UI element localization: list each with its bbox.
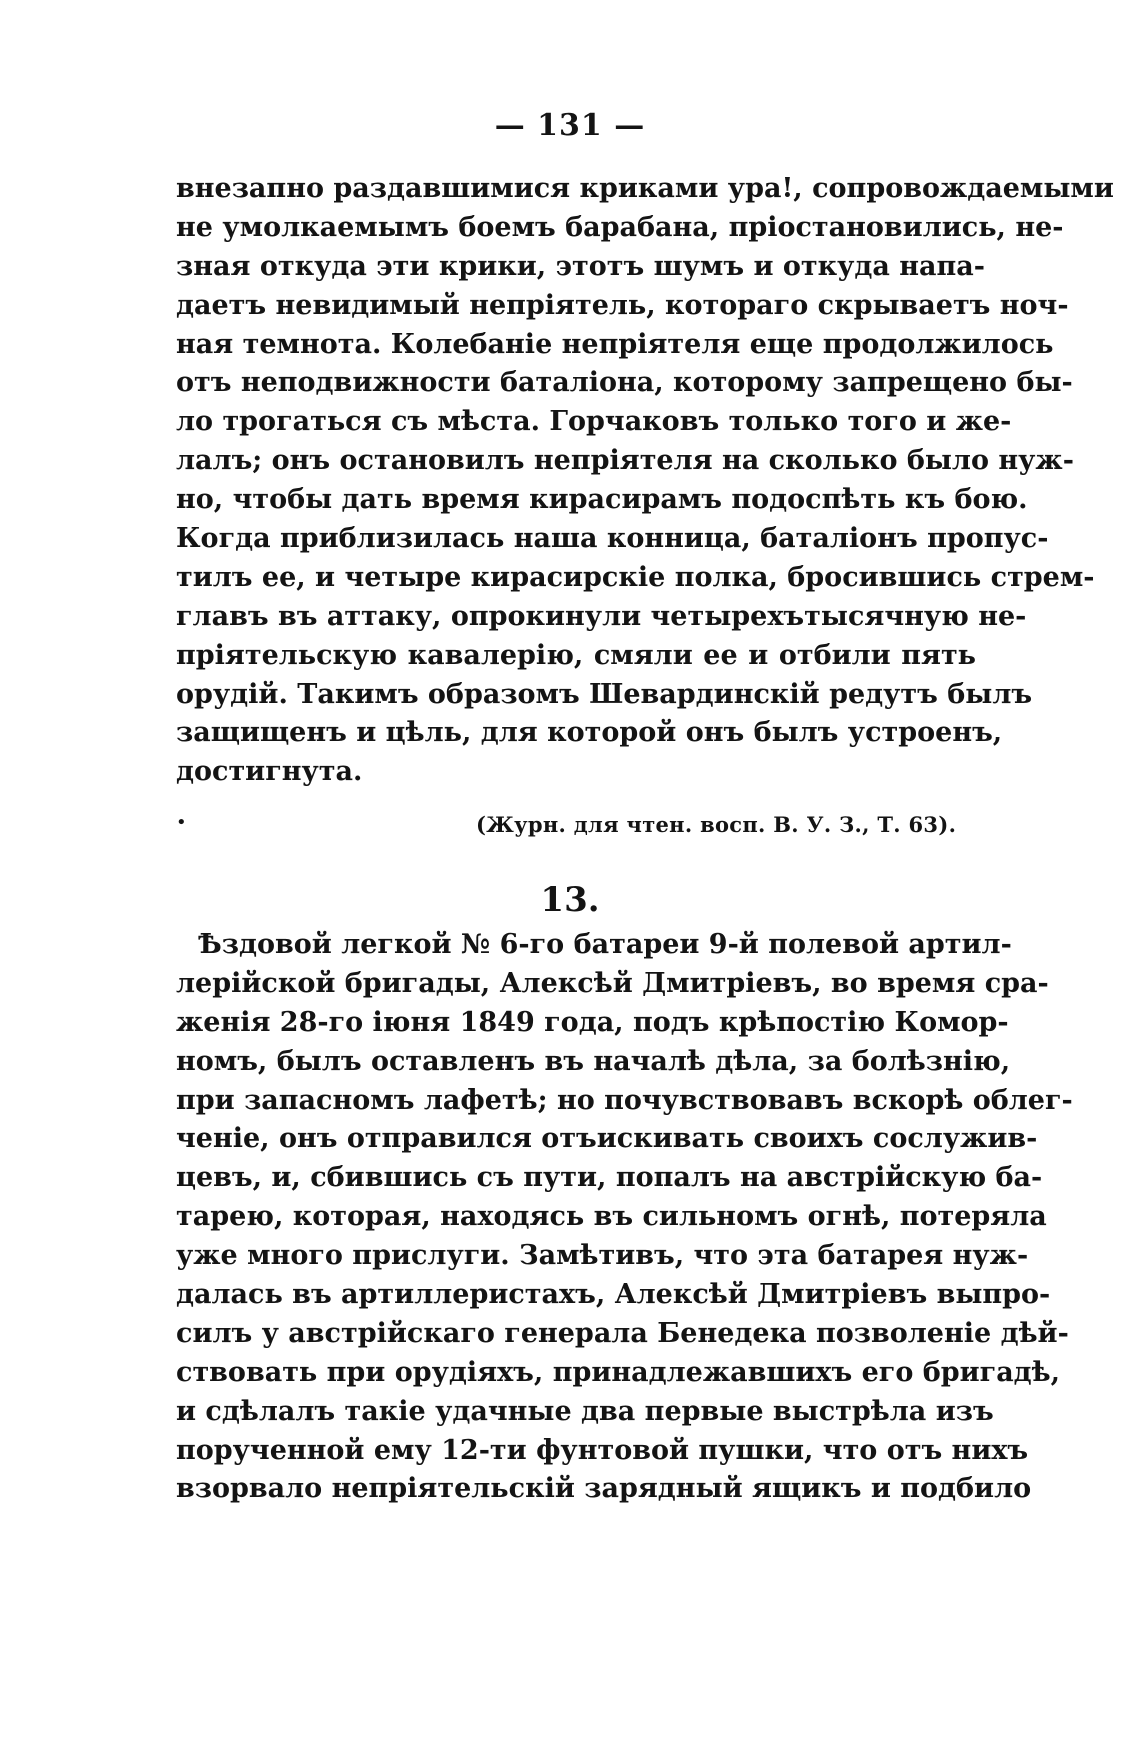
text-line: но, чтобы дать время кирасирамъ подоспѣть къ бою. [176,484,1028,516]
text-line: защищенъ и цѣль, для которой онъ былъ устроенъ, [176,717,1003,749]
text-line: лалъ; онъ остановилъ непріятеля на сколько было нуж- [176,445,1074,477]
text-line: цевъ, и, сбившись съ пути, попалъ на австрійскую ба- [176,1162,1043,1194]
text-line: главъ въ аттаку, опрокинули четырехътысячную не- [176,600,1027,632]
text-line: пріятельскую кавалерію, смяли ее и отбили пять [176,639,976,671]
text-line: не умолкаемымъ боемъ барабана, пріостановились, не- [176,211,1064,243]
text-line: ло трогаться съ мѣста. Горчаковъ только того и же- [176,406,1012,438]
text-line: даетъ невидимый непріятель, котораго скрываетъ ноч- [176,289,1069,321]
paragraph-2 [176,926,1073,1509]
text-line: тарею, которая, находясь въ сильномъ огнѣ, потеряла [176,1201,1047,1233]
page-number: — 131 — [494,108,646,143]
text-line: порученной ему 12-ти фунтовой пушки, что отъ нихъ [176,1434,1029,1466]
source-citation: (Журн. для чтен. восп. В. У. З., Т. 63). [476,812,957,837]
text-line: внезапно раздавшимися криками ура!, сопровождаемыми [176,173,1114,204]
text-line: Когда приблизилась наша конница, баталіонъ пропус- [176,523,1049,555]
text-line: Ѣздовой легкой № 6-го батареи 9-й полевой артил- [198,929,1012,960]
text-line: ченіе, онъ отправился отъискивать своихъ сослужив- [176,1123,1038,1155]
text-line: орудій. Такимъ образомъ Шевардинскій редутъ былъ [176,678,1033,710]
section-number: 13. [540,880,600,920]
text-line: зная откуда эти крики, этотъ шумъ и откуда напа- [176,250,986,282]
text-line: при запасномъ лафетѣ; но почувствовавъ вскорѣ облег- [176,1084,1073,1116]
text-line: и сдѣлалъ такіе удачные два первые выстрѣла изъ [176,1395,994,1427]
paragraph-1 [176,170,1114,792]
text-line: взорвало непріятельскій зарядный ящикъ и подбило [176,1473,1032,1505]
bullet-mark: • [176,812,187,833]
text-line: отъ неподвижности баталіона, которому запрещено бы- [176,367,1073,399]
text-line: номъ, былъ оставленъ въ началѣ дѣла, за болѣзнію, [176,1045,1011,1077]
text-line: тилъ ее, и четыре кирасирскіе полка, бросившись стрем- [176,561,1095,593]
text-line: ствовать при орудіяхъ, принадлежавшихъ его бригадѣ, [176,1356,1061,1388]
text-line: уже много прислуги. Замѣтивъ, что эта батарея нуж- [176,1240,1029,1272]
text-line: достигнута. [176,756,363,788]
text-line: ная темнота. Колебаніе непріятеля еще продолжилось [176,328,1054,360]
text-line: лерійской бригады, Алексѣй Дмитріевъ, во время сра- [176,967,1049,999]
text-line: далась въ артиллеристахъ, Алексѣй Дмитріевъ выпро- [176,1279,1051,1311]
text-line: силъ у австрійскаго генерала Бенедека позволеніе дѣй- [176,1317,1069,1349]
text-line: женія 28-го іюня 1849 года, подъ крѣпостію Комор- [176,1006,1009,1038]
